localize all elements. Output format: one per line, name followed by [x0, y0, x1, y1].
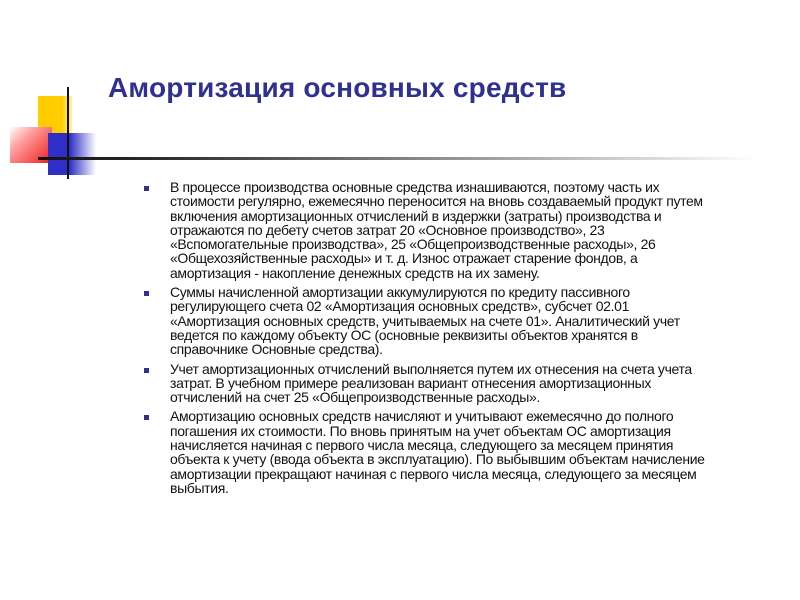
square-bullet-icon	[144, 415, 149, 420]
bullet-text-line: объекта к учету (ввода объекта в эксплуатацию). По выбывшим объектам начисление	[170, 451, 705, 468]
bullet-text-line: амортизация - накопление денежных средств на их замену.	[170, 264, 540, 281]
bullet-text-line: начисляется начиная с первого числа месяца, следующего за месяцем принятия	[170, 437, 674, 454]
bullet-text-line: включения амортизационных отчислений в издержки (затраты) производства и	[170, 207, 662, 224]
bullet-text-line: погашения их стоимости. По вновь принятым на учет объектам ОС амортизация	[170, 422, 671, 439]
bullet-text-line: «Общехозяйственные расходы» и т. д. Износ отражает старение фондов, а	[170, 250, 638, 267]
bullet-item	[142, 285, 782, 356]
bullet-item	[142, 180, 782, 280]
bullet-text-line: «Вспомогательные производства», 25 «Общепроизводственные расходы», 26	[170, 236, 656, 253]
bullet-list	[142, 180, 782, 500]
decor-blue-square	[48, 133, 96, 175]
title-divider	[38, 157, 758, 160]
bullet-text-line: отражаются по дебету счетов затрат 20 «Основное производство», 23	[170, 221, 605, 238]
bullet-text-line: отчислений на счет 25 «Общепроизводственные расходы».	[170, 389, 540, 406]
bullet-text-line: стоимости регулярно, ежемесячно переносится на вновь создаваемый продукт путем	[170, 193, 703, 210]
square-bullet-icon	[144, 186, 149, 191]
bullet-text-line: «Амортизация основных средств, учитываемых на счете 01». Аналитический учет	[170, 312, 680, 329]
bullet-text-line: В процессе производства основные средства изнашиваются, поэтому часть их	[170, 179, 660, 195]
square-bullet-icon	[144, 291, 149, 296]
bullet-text-line: Учет амортизационных отчислений выполняется путем их отнесения на счета учета	[170, 360, 692, 377]
bullet-text-line: Суммы начисленной амортизации аккумулируются по кредиту пассивного	[170, 284, 630, 301]
bullet-text-line: справочнике Основные средства).	[170, 341, 383, 358]
bullet-item	[142, 409, 782, 495]
bullet-item	[142, 362, 782, 405]
bullet-text-line: регулирующего счета 02 «Амортизация основных средств», субсчет 02.01	[170, 298, 630, 315]
bullet-text-line: затрат. В учебном примере реализован вариант отнесения амортизационных	[170, 374, 652, 391]
decor-vertical-line	[67, 87, 69, 179]
slide-title: Амортизация основных средств	[108, 72, 567, 103]
bullet-text-line: Амортизацию основных средств начисляют и учитывают ежемесячно до полного	[170, 408, 674, 425]
bullet-text-line: амортизации прекращают начиная с первого числа месяца, следующего за месяцем	[170, 465, 697, 482]
bullet-text-line: ведется по каждому объекту ОС (основные реквизиты объектов хранятся в	[170, 326, 638, 343]
bullet-text-line: выбытия.	[170, 479, 229, 496]
square-bullet-icon	[144, 368, 149, 373]
